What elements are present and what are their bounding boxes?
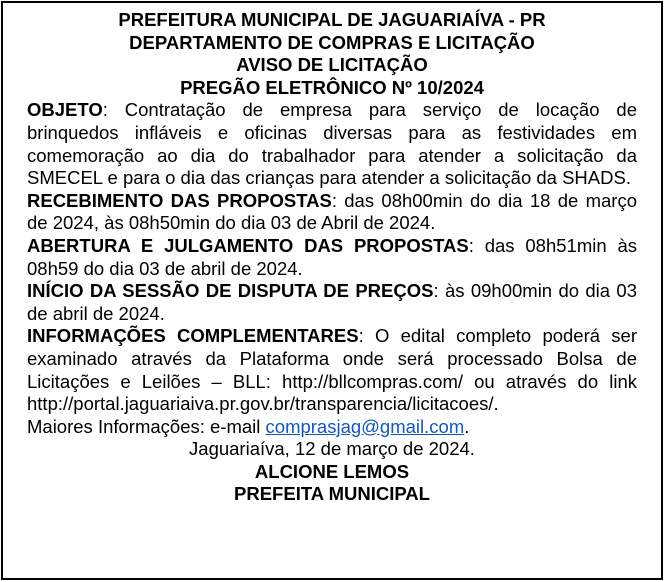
email-link[interactable]: comprasjag@gmail.com (265, 415, 465, 437)
recebimento-paragraph (27, 190, 637, 235)
header-pregao: PREGÃO ELETRÔNICO Nº 10/2024 (180, 76, 484, 98)
abertura-text: : das 08h51min às 08h59 do dia 03 de abril de 2024. (27, 234, 637, 279)
inicio-paragraph (27, 280, 637, 325)
header-prefeitura: PREFEITURA MUNICIPAL DE JAGUARIAÍVA - PR (118, 9, 546, 30)
abertura-label: ABERTURA E JULGAMENTO DAS PROPOSTAS (27, 234, 469, 256)
recebimento-label: RECEBIMENTO DAS PROPOSTAS (27, 189, 332, 211)
informacoes-label: INFORMAÇÕES COMPLEMENTARES (27, 325, 359, 347)
contact-suffix: . (464, 415, 470, 437)
recebimento-text: : das 08h00min do dia 18 de março de 2024, às 08h50min do dia 03 de Abril de 2024. (27, 189, 637, 234)
inicio-label: INÍCIO DA SESSÃO DE DISPUTA DE PREÇOS (27, 280, 434, 302)
contact-line (27, 416, 637, 439)
informacoes-text: : O edital completo poderá ser examinado através da Plataforma onde será processado Bolsa de Licitações e Leilões – BLL: http://bllcompras.com/ ou através do link http://portal.jaguariaiva.pr.gov.br/transparencia/licitacoes/. (27, 325, 638, 415)
licitacao-notice (1, 1, 663, 580)
signer-name: ALCIONE LEMOS (254, 460, 410, 482)
objeto-paragraph (27, 99, 637, 189)
header-departamento: DEPARTAMENTO DE COMPRAS E LICITAÇÃO (129, 31, 535, 53)
inicio-text: : às 09h00min do dia 03 de abril de 2024. (27, 280, 637, 324)
informacoes-paragraph (27, 325, 637, 415)
place-date: Jaguariaíva, 12 de março de 2024. (189, 438, 475, 460)
abertura-paragraph (27, 235, 637, 280)
objeto-text: : Contratação de empresa para serviço de locação de brinquedos infláveis e oficinas diversas para as festividades em comemoração ao dia do trabalhador para atender a solicitação da SMECEL e para o dia das crianças para atender a solicitação da SHADS. (27, 99, 637, 189)
contact-prefix: Maiores Informações: e-mail (27, 415, 266, 437)
header-aviso: AVISO DE LICITAÇÃO (236, 54, 428, 76)
signer-title: PREFEITA MUNICIPAL (234, 483, 430, 505)
objeto-label: OBJETO (27, 99, 103, 121)
